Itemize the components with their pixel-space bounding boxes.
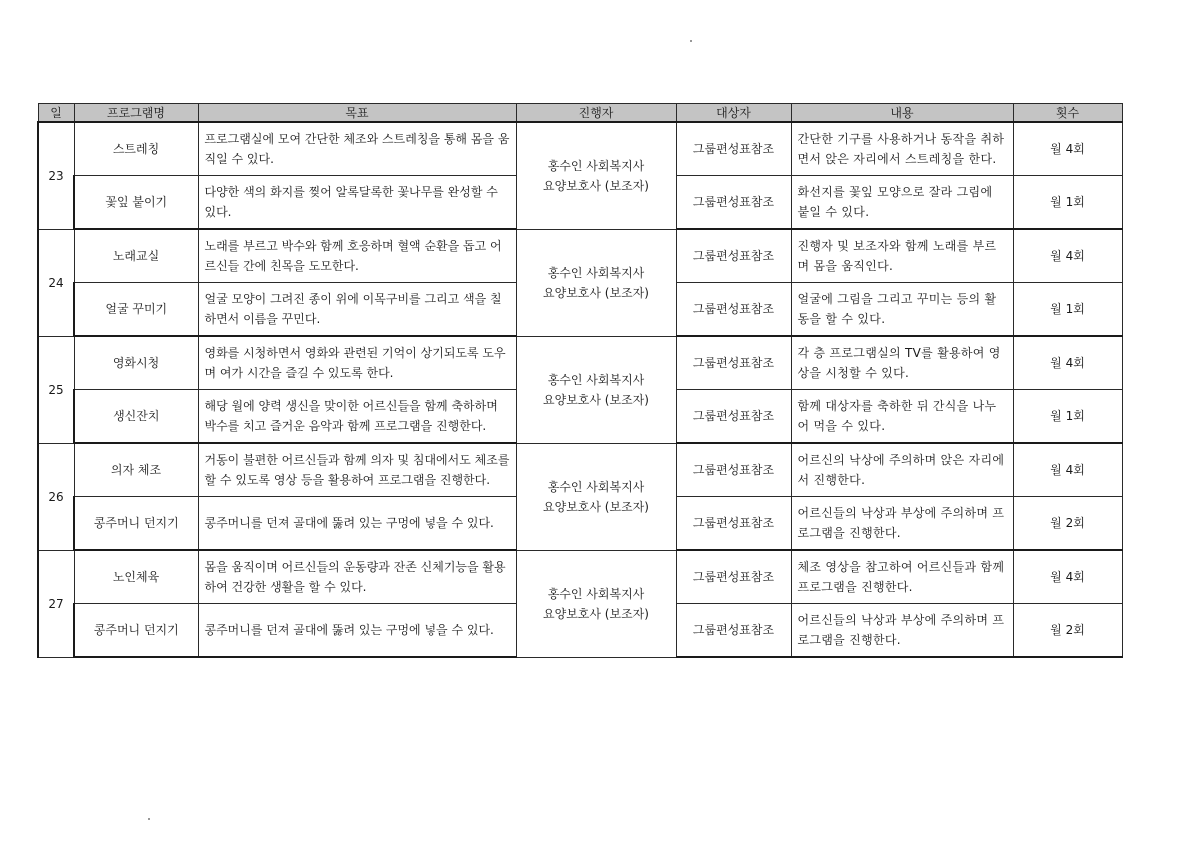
count-cell: 월 4회: [1013, 229, 1122, 283]
table-row: [38, 443, 1122, 497]
goal-cell: 노래를 부르고 박수와 함께 호응하며 혈액 순환을 돕고 어르신들 간에 친목을 도모한다.: [198, 229, 516, 283]
program-schedule-table: [37, 103, 1123, 658]
staff-assistant: 요양보호사 (보조자): [543, 499, 649, 514]
goal-cell: 다양한 색의 화지를 찢어 알록달록한 꽃나무를 완성할 수 있다.: [198, 176, 516, 230]
program-name-cell: 스트레칭: [74, 122, 198, 176]
staff-lead: 홍수인 사회복지사: [547, 372, 645, 387]
staff-cell: [516, 550, 676, 657]
header-target: 대상자: [676, 104, 791, 123]
count-cell: 월 2회: [1013, 604, 1122, 658]
table-row: [38, 229, 1122, 283]
target-cell: 그룹편성표참조: [676, 390, 791, 444]
target-cell: 그룹편성표참조: [676, 283, 791, 337]
goal-cell: 몸을 움직이며 어르신들의 운동량과 잔존 신체기능을 활용하여 건강한 생활을 할 수 있다.: [198, 550, 516, 604]
program-name-cell: 의자 체조: [74, 443, 198, 497]
program-name-cell: 생신잔치: [74, 390, 198, 444]
staff-assistant: 요양보호사 (보조자): [543, 285, 649, 300]
day-cell: 27: [38, 550, 74, 657]
table-header: [38, 104, 1122, 123]
count-cell: 월 4회: [1013, 550, 1122, 604]
staff-assistant: 요양보호사 (보조자): [543, 178, 649, 193]
header-staff: 진행자: [516, 104, 676, 123]
content-cell: 체조 영상을 참고하여 어르신들과 함께 프로그램을 진행한다.: [791, 550, 1013, 604]
target-cell: 그룹편성표참조: [676, 550, 791, 604]
content-cell: 어르신들의 낙상과 부상에 주의하며 프로그램을 진행한다.: [791, 497, 1013, 551]
target-cell: 그룹편성표참조: [676, 336, 791, 390]
staff-cell: [516, 229, 676, 336]
count-cell: 월 1회: [1013, 176, 1122, 230]
content-cell: 간단한 기구를 사용하거나 동작을 취하면서 앉은 자리에서 스트레칭을 한다.: [791, 122, 1013, 176]
table-row: [38, 336, 1122, 390]
content-cell: 화선지를 꽃잎 모양으로 잘라 그림에 붙일 수 있다.: [791, 176, 1013, 230]
staff-assistant: 요양보호사 (보조자): [543, 392, 649, 407]
target-cell: 그룹편성표참조: [676, 604, 791, 658]
goal-cell: 콩주머니를 던져 골대에 뚫려 있는 구멍에 넣을 수 있다.: [198, 497, 516, 551]
target-cell: 그룹편성표참조: [676, 443, 791, 497]
count-cell: 월 4회: [1013, 336, 1122, 390]
day-cell: 23: [38, 122, 74, 229]
header-row: [38, 104, 1122, 123]
table-body: [38, 122, 1122, 657]
staff-cell: [516, 122, 676, 229]
content-cell: 각 층 프로그램실의 TV를 활용하여 영상을 시청할 수 있다.: [791, 336, 1013, 390]
program-name-cell: 노래교실: [74, 229, 198, 283]
goal-cell: 얼굴 모양이 그려진 종이 위에 이목구비를 그리고 색을 칠하면서 이름을 꾸민다.: [198, 283, 516, 337]
content-cell: 어르신의 낙상에 주의하며 앉은 자리에서 진행한다.: [791, 443, 1013, 497]
staff-lead: 홍수인 사회복지사: [547, 158, 645, 173]
program-name-cell: 콩주머니 던지기: [74, 604, 198, 658]
day-cell: 26: [38, 443, 74, 550]
target-cell: 그룹편성표참조: [676, 497, 791, 551]
program-name-cell: 콩주머니 던지기: [74, 497, 198, 551]
goal-cell: 영화를 시청하면서 영화와 관련된 기억이 상기되도록 도우며 여가 시간을 즐길 수 있도록 한다.: [198, 336, 516, 390]
count-cell: 월 2회: [1013, 497, 1122, 551]
staff-assistant: 요양보호사 (보조자): [543, 606, 649, 621]
table-row: [38, 550, 1122, 604]
staff-cell: [516, 336, 676, 443]
day-cell: 24: [38, 229, 74, 336]
day-cell: 25: [38, 336, 74, 443]
table-row: [38, 122, 1122, 176]
header-count: 횟수: [1013, 104, 1122, 123]
count-cell: 월 4회: [1013, 122, 1122, 176]
program-name-cell: 얼굴 꾸미기: [74, 283, 198, 337]
program-name-cell: 노인체육: [74, 550, 198, 604]
content-cell: 얼굴에 그림을 그리고 꾸미는 등의 활동을 할 수 있다.: [791, 283, 1013, 337]
goal-cell: 콩주머니를 던져 골대에 뚫려 있는 구멍에 넣을 수 있다.: [198, 604, 516, 658]
goal-cell: 프로그램실에 모여 간단한 체조와 스트레칭을 통해 몸을 움직일 수 있다.: [198, 122, 516, 176]
header-day: 일: [38, 104, 74, 123]
count-cell: 월 1회: [1013, 283, 1122, 337]
content-cell: 함께 대상자를 축하한 뒤 간식을 나누어 먹을 수 있다.: [791, 390, 1013, 444]
scan-speck: [148, 818, 150, 820]
count-cell: 월 1회: [1013, 390, 1122, 444]
goal-cell: 해당 월에 양력 생신을 맞이한 어르신들을 함께 축하하며 박수를 치고 즐거운 음악과 함께 프로그램을 진행한다.: [198, 390, 516, 444]
target-cell: 그룹편성표참조: [676, 176, 791, 230]
target-cell: 그룹편성표참조: [676, 229, 791, 283]
goal-cell: 거동이 불편한 어르신들과 함께 의자 및 침대에서도 체조를 할 수 있도록 영상 등을 활용하여 프로그램을 진행한다.: [198, 443, 516, 497]
target-cell: 그룹편성표참조: [676, 122, 791, 176]
staff-cell: [516, 443, 676, 550]
program-name-cell: 영화시청: [74, 336, 198, 390]
header-content: 내용: [791, 104, 1013, 123]
content-cell: 진행자 및 보조자와 함께 노래를 부르며 몸을 움직인다.: [791, 229, 1013, 283]
staff-lead: 홍수인 사회복지사: [547, 265, 645, 280]
program-name-cell: 꽃잎 붙이기: [74, 176, 198, 230]
header-goal: 목표: [198, 104, 516, 123]
count-cell: 월 4회: [1013, 443, 1122, 497]
content-cell: 어르신들의 낙상과 부상에 주의하며 프로그램을 진행한다.: [791, 604, 1013, 658]
scan-speck: [690, 40, 692, 42]
staff-lead: 홍수인 사회복지사: [547, 586, 645, 601]
header-program: 프로그램명: [74, 104, 198, 123]
staff-lead: 홍수인 사회복지사: [547, 479, 645, 494]
